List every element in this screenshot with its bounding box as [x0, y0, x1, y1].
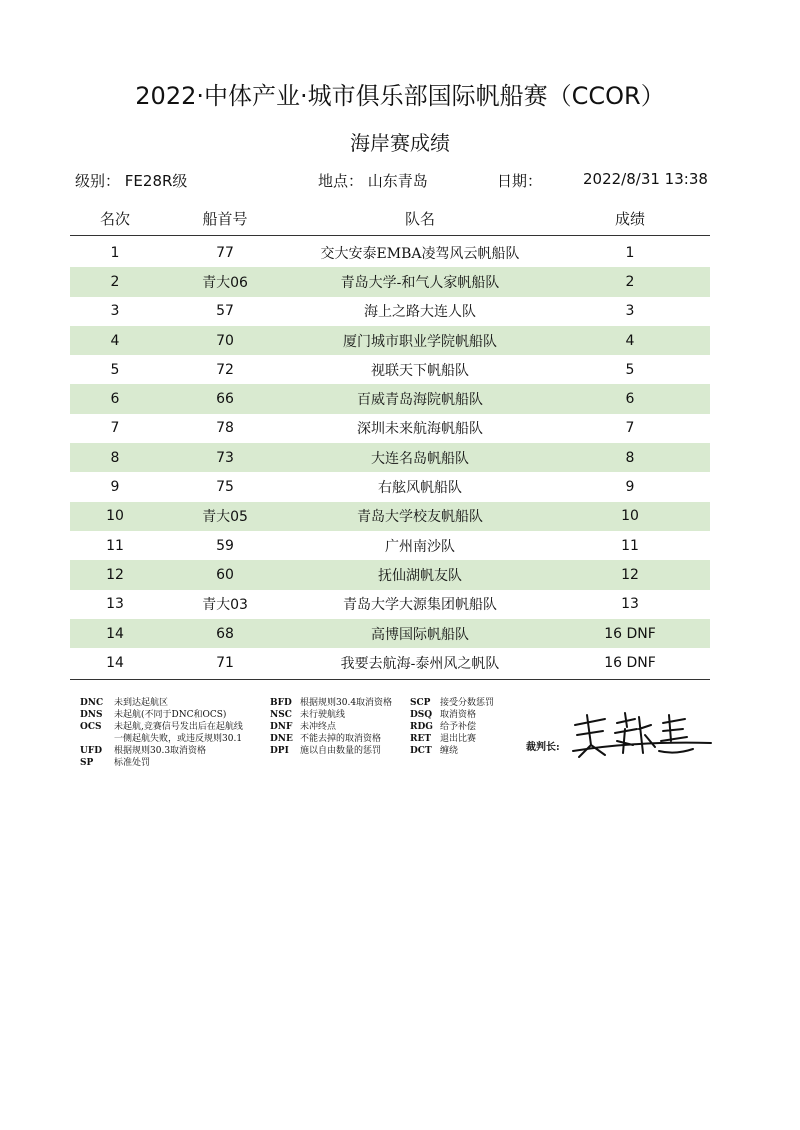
- rank-cell: 10: [70, 502, 160, 531]
- legend-entry: [270, 709, 392, 721]
- table-row: [70, 443, 710, 472]
- legend-column-3: [410, 697, 494, 757]
- legend-description: 取消资格: [440, 710, 477, 720]
- team-name-cell: 交大安泰EMBA凌驾风云帆船队: [320, 245, 520, 262]
- legend-entry: [410, 733, 494, 745]
- legend-description: 一侧起航失败，或违反规则30.1: [114, 734, 243, 744]
- header-rank: 名次: [99, 210, 130, 228]
- class-value: FE28R级: [124, 172, 188, 190]
- legend-code: SCP: [410, 698, 431, 708]
- bow-number-cell: 73: [160, 443, 290, 472]
- result-cell: 5: [625, 361, 635, 378]
- bow-number-cell: 68: [160, 619, 290, 648]
- legend-description: 接受分数惩罚: [440, 698, 495, 708]
- table-row: [70, 238, 710, 267]
- team-name-cell: 百威青岛海院帆船队: [290, 384, 550, 413]
- result-cell: 8: [550, 443, 710, 472]
- rank-cell: 13: [106, 596, 124, 613]
- table-bottom-rule: [70, 679, 710, 680]
- team-name-cell: 视联天下帆船队: [371, 362, 469, 379]
- location-label: 地点：: [318, 172, 364, 190]
- header-team-name: 队名: [404, 210, 435, 228]
- legend-entry: [80, 757, 243, 769]
- team-name-cell: 深圳未来航海帆船队: [357, 421, 483, 438]
- result-cell: 13: [621, 596, 639, 613]
- rank-cell: 6: [70, 384, 160, 413]
- rank-cell: 4: [70, 326, 160, 355]
- bow-number-cell: 66: [160, 384, 290, 413]
- team-name-cell: 广州南沙队: [385, 538, 455, 555]
- legend-code: DNF: [270, 722, 293, 732]
- table-row: [70, 502, 710, 531]
- legend-code: DPI: [270, 746, 289, 756]
- legend-code: UFD: [80, 746, 103, 756]
- legend-entry: [270, 697, 392, 709]
- result-cell: 3: [625, 303, 635, 320]
- result-cell: 2: [550, 267, 710, 296]
- legend-entry: [410, 709, 494, 721]
- legend-entry: [80, 709, 243, 721]
- team-name-cell: 右舷风帆船队: [378, 480, 462, 497]
- legend-code: OCS: [80, 722, 102, 732]
- table-row: [70, 531, 710, 560]
- team-name-cell: 青岛大学-和气人家帆船队: [290, 267, 550, 296]
- table-row: [70, 414, 710, 443]
- bow-number-cell: 72: [216, 361, 234, 378]
- bow-number-cell: 57: [216, 303, 234, 320]
- team-name-cell: 厦门城市职业学院帆船队: [290, 326, 550, 355]
- bow-number-cell: 青大06: [160, 267, 290, 296]
- results-table: [70, 238, 710, 677]
- rank-cell: 14: [70, 619, 160, 648]
- legend-code: DNE: [270, 734, 293, 744]
- result-cell: 16 DNF: [550, 619, 710, 648]
- location-value: 山东青岛: [367, 172, 428, 190]
- legend-code: DNS: [80, 710, 103, 720]
- legend-entry: [80, 745, 243, 757]
- result-cell: 12: [550, 560, 710, 589]
- bow-number-cell: 青大03: [202, 597, 248, 614]
- legend-code: SP: [80, 758, 94, 768]
- team-name-cell: 青岛大学大源集团帆船队: [343, 597, 497, 614]
- result-cell: 9: [625, 479, 635, 496]
- legend-description: 未行驶航线: [300, 710, 346, 720]
- legend-column-1: [80, 697, 243, 769]
- rank-cell: 7: [110, 420, 120, 437]
- table-header: [70, 208, 710, 232]
- chief-judge-label: 裁判长:: [526, 742, 560, 753]
- legend-description: 施以自由数量的惩罚: [300, 746, 382, 756]
- team-name-cell: 高博国际帆船队: [290, 619, 550, 648]
- result-cell: 10: [550, 502, 710, 531]
- bow-number-cell: 70: [160, 326, 290, 355]
- class-label: 级别：: [75, 172, 121, 190]
- table-row: [70, 355, 710, 384]
- rank-cell: 11: [106, 537, 124, 554]
- team-name-cell: 青岛大学校友帆船队: [290, 502, 550, 531]
- legend-code: RET: [410, 734, 432, 744]
- result-cell: 4: [550, 326, 710, 355]
- table-row: [70, 648, 710, 677]
- table-row: [70, 326, 710, 355]
- legend-column-2: [270, 697, 392, 757]
- rank-cell: 12: [70, 560, 160, 589]
- bow-number-cell: 77: [216, 244, 234, 261]
- location-info: [318, 170, 428, 191]
- legend-entry: [270, 745, 392, 757]
- table-row: [70, 590, 710, 619]
- rank-cell: 3: [110, 303, 120, 320]
- team-name-cell: 大连名岛帆船队: [290, 443, 550, 472]
- legend-code: [80, 733, 114, 745]
- table-row: [70, 472, 710, 501]
- legend-description: 退出比赛: [440, 734, 477, 744]
- legend-description: 标准处罚: [114, 758, 151, 768]
- legend-code: DCT: [410, 746, 432, 756]
- result-cell: 1: [625, 244, 635, 261]
- legend-code: RDG: [410, 722, 433, 732]
- legend-description: 未到达起航区: [114, 698, 169, 708]
- bow-number-cell: 59: [216, 537, 234, 554]
- rank-cell: 8: [70, 443, 160, 472]
- date-label: 日期：: [497, 172, 543, 190]
- legend-code: NSC: [270, 710, 292, 720]
- legend-entry: [270, 721, 392, 733]
- legend-entry: [410, 745, 494, 757]
- legend-entry: [80, 733, 243, 745]
- legend-description: 不能去掉的取消资格: [300, 734, 382, 744]
- legend-entry: [270, 733, 392, 745]
- bow-number-cell: 60: [160, 560, 290, 589]
- page-subtitle: 海岸赛成绩: [350, 131, 450, 155]
- table-row: [70, 619, 710, 648]
- rank-cell: 9: [110, 479, 120, 496]
- legend-entry: [80, 721, 243, 733]
- class-info: [75, 170, 187, 191]
- team-name-cell: 海上之路大连人队: [364, 304, 476, 321]
- legend-entry: [410, 721, 494, 733]
- table-row: [70, 384, 710, 413]
- table-row: [70, 297, 710, 326]
- legend-entry: [410, 697, 494, 709]
- legend-description: 未起航(不同于DNC和OCS): [114, 710, 227, 720]
- rank-cell: 14: [106, 654, 124, 671]
- date-value: 2022/8/31 13:38: [583, 170, 708, 188]
- legend-entry: [80, 697, 243, 709]
- legend-description: 给予补偿: [440, 722, 477, 732]
- bow-number-cell: 75: [216, 479, 234, 496]
- rank-cell: 5: [110, 361, 120, 378]
- legend-code: DNC: [80, 698, 104, 708]
- rank-cell: 1: [110, 244, 120, 261]
- table-row: [70, 560, 710, 589]
- table-row: [70, 267, 710, 296]
- team-name-cell: 抚仙湖帆友队: [290, 560, 550, 589]
- header-result: 成绩: [614, 210, 645, 228]
- legend-code: DSQ: [410, 710, 433, 720]
- header-rule: [70, 235, 710, 236]
- legend-description: 未起航,竞赛信号发出后在起航线: [114, 722, 243, 732]
- result-cell: 7: [625, 420, 635, 437]
- legend-description: 缠绕: [440, 746, 459, 756]
- bow-number-cell: 78: [216, 420, 234, 437]
- bow-number-cell: 青大05: [160, 502, 290, 531]
- legend-description: 根据规则30.3取消资格: [114, 746, 207, 756]
- legend-description: 未冲终点: [300, 722, 337, 732]
- result-cell: 16 DNF: [604, 654, 656, 671]
- result-cell: 11: [621, 537, 639, 554]
- header-bow-number: 船首号: [202, 210, 248, 228]
- legend-code: BFD: [270, 698, 292, 708]
- result-cell: 6: [550, 384, 710, 413]
- page-title: 2022·中体产业·城市俱乐部国际帆船赛（CCOR）: [135, 82, 665, 110]
- legend-description: 根据规则30.4取消资格: [300, 698, 393, 708]
- team-name-cell: 我要去航海-泰州风之帆队: [340, 655, 500, 672]
- rank-cell: 2: [70, 267, 160, 296]
- chief-judge-signature: [565, 705, 715, 775]
- bow-number-cell: 71: [216, 654, 234, 671]
